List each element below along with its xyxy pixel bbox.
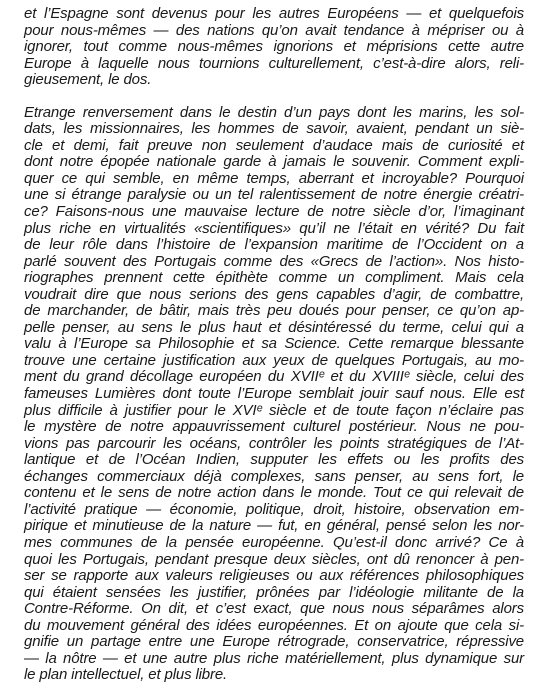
text-line: une si étrange paralysie ou un tel ralentissement de notre énergie créatri-	[24, 186, 524, 204]
text-line: voudrait dire que nous serions des gens capables d’agir, de combattre,	[24, 285, 524, 303]
text-line: plus riche en virtualités «scientifiques» qu’il ne l’était en vérité? Du fait	[24, 219, 524, 237]
text-line: dats, les missionnaires, les hommes de savoir, avaient, pendant un siè-	[24, 120, 524, 138]
text-line: ser se rapporte aux valeurs religieuses ou aux références philosophiques	[24, 567, 524, 585]
text-line: quer ce qui semble, en même temps, aberrant et incroyable? Pourquoi	[24, 169, 524, 187]
document-page	[24, 6, 524, 684]
text-line: ce? Faisons-nous une mauvaise lecture de notre siècle d’or, l’imaginant	[24, 203, 524, 221]
text-line: fameuses Lumières dont toute l’Europe semblait jouir sauf nous. Elle est	[24, 385, 524, 403]
text-line: parlé souvent des Portugais comme des «Grecs de l’action». Nos histo-	[24, 252, 524, 270]
text-line: Contre-Réforme. On dit, et c’est exact, que nous nous séparâmes alors	[24, 600, 524, 618]
text-line: ment du grand décollage européen du XVIIᵉ et du XVIIIᵉ siècle, celui des	[24, 368, 524, 386]
paragraph	[24, 105, 524, 684]
text-line: quoi les Portugais, pendant presque deux siècles, ont dû renoncer à pen-	[24, 550, 524, 568]
text-line: contenu et le sens de notre action dans le monde. Tout ce qui relevait de	[24, 484, 524, 502]
text-line: gieusement, le dos.	[24, 71, 152, 89]
text-line: plus difficile à justifier pour le XVIᵉ siècle et de toute façon n’éclaire pas	[24, 401, 524, 419]
text-line: pirique et minutieuse de la nature — fut, en général, pensé selon les nor-	[24, 517, 524, 535]
text-line: du mouvement général des idées européennes. Et on ajoute que cela si-	[24, 616, 524, 634]
text-line: vions pas parcourir les océans, contrôler les points stratégiques de l’At-	[24, 434, 524, 452]
text-line: pelle penser, au sens le plus haut et désintéressé du terme, celui qui a	[24, 318, 524, 336]
text-line: le plan intellectuel, et plus libre.	[24, 666, 228, 684]
text-line: mes communes de la pensée européenne. Qu’est-il donc arrivé? Ce à	[24, 533, 524, 551]
text-line: trouve une certaine justification aux yeux de quelques Portugais, au mo-	[24, 351, 524, 369]
text-line: cle et demi, fait preuve non seulement d’audace mais de curiosité et	[24, 136, 524, 154]
text-line: ignorer, tout comme nous-mêmes ignorions et méprisions cette autre	[24, 38, 524, 56]
text-line: lantique et de l’Océan Indien, supputer les effets ou les profits des	[24, 451, 524, 469]
text-line: l’activité pratique — économie, politique, droit, histoire, observation em-	[24, 500, 524, 518]
text-line: de leur rôle dans l’histoire de l’expansion maritime de l’Occident on a	[24, 236, 524, 254]
text-line: Europe à laquelle nous tournions culturellement, c’est-à-dire alors, reli-	[24, 54, 524, 72]
text-line: et l’Espagne sont devenus pour les autres Européens — et quelquefois	[24, 5, 524, 22]
text-line: — la nôtre — et une autre plus riche matériellement, plus dynamique sur	[24, 649, 524, 667]
text-line: dont notre épopée nationale garde à jamais le souvenir. Comment expli-	[24, 153, 524, 171]
text-line: riographes prennent cette épithète comme un compliment. Mais cela	[24, 269, 524, 287]
text-line: de marchander, de bâtir, mais très peu doués pour penser, ce qu’on ap-	[24, 302, 524, 320]
text-line: Etrange renversement dans le destin d’un pays dont les marins, les sol-	[24, 103, 524, 121]
text-line: échanges commerciaux déjà complexes, sans penser, au sens fort, le	[24, 467, 524, 485]
text-line: pour nous-mêmes — des nations qu’on avait tendance à mépriser ou à	[24, 21, 524, 39]
text-line: qui étaient sensées les justifier, prônées par l’idéologie militante de la	[24, 583, 524, 601]
paragraph	[24, 6, 524, 89]
text-line: valu à l’Europe sa Philosophie et sa Science. Cette remarque blessante	[24, 335, 524, 353]
text-line: le mystère de notre appauvrissement culturel postérieur. Nous ne pou-	[24, 418, 524, 436]
text-line: gnifie un partage entre une Europe rétrograde, conservatrice, répressive	[24, 633, 524, 651]
